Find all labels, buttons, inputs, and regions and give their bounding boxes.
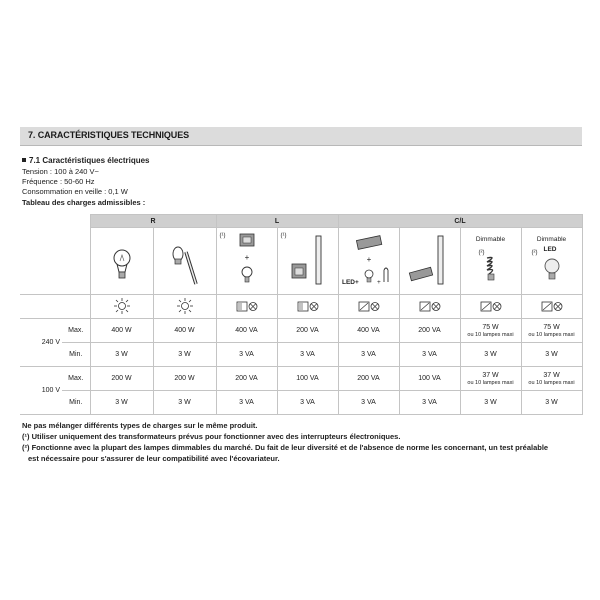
electronic-ballast-icon [400,228,461,294]
value-cell [153,343,216,367]
inductive-symbol-icon [278,295,339,318]
capacitive-symbol-icon [461,295,522,318]
subsection-title-text: 7.1 Caractéristiques électriques [29,156,150,165]
value-cell [277,391,338,415]
inductive-symbol-cell [277,295,338,319]
value-sub: ou 10 lampes maxi [467,379,514,386]
spec-veille: Consommation en veille : 0,1 W [22,187,128,196]
inductive-symbol-icon [217,295,278,318]
subsection-title [22,156,150,165]
value-main: 200 W [111,375,132,382]
value-cell [90,319,153,343]
value-cell [521,367,582,391]
value-main: 100 VA [296,375,319,382]
value-main: 3 VA [361,399,376,406]
value-main: 400 W [111,327,132,334]
value-main: 400 VA [235,327,258,334]
led-plus-label: LED+ [341,279,359,286]
value-main: 200 W [174,375,195,382]
group-r: R [90,215,216,228]
inductive-symbol-cell [216,295,277,319]
sun-symbol-icon [91,295,154,318]
capacitive-symbol-icon [400,295,461,318]
group-cl: C/L [338,215,582,228]
value-main: 3 W [178,351,191,358]
value-main: 3 VA [422,351,437,358]
value-cell [277,343,338,367]
value-sub: ou 10 lampes maxi [528,379,575,386]
note-tag: (¹) [219,233,226,239]
row-label: Max. [62,319,90,343]
table-row [20,391,582,415]
value-main: 3 W [484,351,497,358]
value-cell [521,391,582,415]
value-sub: ou 10 lampes maxi [467,331,514,338]
electronic-transformer-cell [338,228,399,295]
resistive-symbol-cell [90,295,153,319]
sun-symbol-icon [154,295,217,318]
value-main: 3 W [115,351,128,358]
value-main: 3 VA [422,399,437,406]
value-cell [277,367,338,391]
value-cell [399,391,460,415]
value-cell [460,367,521,391]
value-cell [216,319,277,343]
value-main: 3 W [545,351,558,358]
electronic-ballast-cell [399,228,460,295]
symbol-row [20,295,582,319]
value-main: 3 W [545,399,558,406]
value-main: 200 VA [357,375,380,382]
electronic-transformer-icon [339,228,400,294]
spec-tableau: Tableau des charges admissibles : [22,198,146,207]
value-cell [399,343,460,367]
note-tag: (²) [478,250,485,256]
capacitive-symbol-icon [522,295,583,318]
value-main: 100 VA [418,375,441,382]
value-cell [521,343,582,367]
incandescent-bulb-cell [90,228,153,295]
section-title: 7. CARACTÉRISTIQUES TECHNIQUES [28,130,190,140]
value-main: 3 W [484,399,497,406]
incandescent-bulb-icon [91,228,154,294]
value-cell [90,391,153,415]
value-main: 3 VA [239,399,254,406]
plus-sign: + [244,253,249,262]
table-row [20,319,582,343]
capacitive-symbol-cell [399,295,460,319]
value-main: 37 W [543,371,560,379]
value-main: 200 VA [296,327,319,334]
value-main: 3 VA [361,351,376,358]
value-cell [153,391,216,415]
capacitive-symbol-cell [338,295,399,319]
group-l: L [216,215,338,228]
value-cell [460,343,521,367]
image-row [20,228,582,295]
value-cell [153,319,216,343]
group-header-row [20,215,582,228]
transformer-icon [217,228,278,294]
square-bullet-icon [22,158,26,162]
value-cell [338,319,399,343]
resistive-symbol-cell [153,295,216,319]
value-cell [399,367,460,391]
footnotes [22,420,582,464]
value-cell [338,367,399,391]
table-row [20,343,582,367]
value-main: 3 VA [239,351,254,358]
capacitive-symbol-cell [460,295,521,319]
plus-sign: + [376,279,381,286]
value-cell [153,367,216,391]
halogen-lamp-cell [153,228,216,295]
value-cell [399,319,460,343]
spec-frequence: Fréquence : 50-60 Hz [22,177,95,186]
footnote: (²) Fonctionne avec la plupart des lampes dimmables du marché. Du fait de leur diversité et de l'absence de norme les concernant, un test préalable [22,443,549,452]
voltage-label: 240 V [20,319,62,367]
value-cell [460,319,521,343]
table-row [20,367,582,391]
value-main: 75 W [543,323,560,331]
value-cell [338,391,399,415]
note-tag: (¹) [280,233,287,239]
fluorescent-ballast-icon [278,228,339,294]
value-cell [338,343,399,367]
value-main: 200 VA [418,327,441,334]
dimmable-led-cell [521,228,582,295]
row-label: Min. [62,343,90,367]
fluorescent-tube-cell [277,228,338,295]
row-label: Max. [62,367,90,391]
value-main: 400 W [174,327,195,334]
value-cell [216,391,277,415]
note-tag: (²) [531,250,538,256]
dimmable-label: Dimmable [536,236,567,243]
voltage-label: 100 V [20,367,62,415]
value-cell [90,343,153,367]
dimmable-label: Dimmable [475,236,506,243]
halogen-lamp-icon [154,228,217,294]
led-label: LED [543,246,557,253]
value-main: 400 VA [357,327,380,334]
value-main: 75 W [482,323,499,331]
blank-cell [20,228,90,295]
capacitive-symbol-icon [339,295,400,318]
section-header [20,127,582,146]
row-label: Min. [62,391,90,415]
value-main: 3 VA [300,399,315,406]
capacitive-symbol-cell [521,295,582,319]
value-cell [216,367,277,391]
footnote: (¹) Utiliser uniquement des transformateurs prévus pour fonctionner avec des interrupteurs électroniques. [22,432,401,441]
ferromagnetic-transformer-cell [216,228,277,295]
value-main: 3 W [115,399,128,406]
value-cell [90,367,153,391]
value-main: 3 VA [300,351,315,358]
value-cell [460,391,521,415]
value-sub: ou 10 lampes maxi [528,331,575,338]
plus-sign: + [366,255,371,264]
spec-tension: Tension : 100 à 240 V~ [22,167,99,176]
value-main: 37 W [482,371,499,379]
value-cell [521,319,582,343]
footnote: est nécessaire pour s'assurer de leur compatibilité avec l'écovariateur. [28,454,280,463]
value-cell [216,343,277,367]
value-main: 200 VA [235,375,258,382]
blank-cell [20,215,90,228]
blank-cell [20,295,90,319]
loads-table [20,214,583,415]
dimmable-cfl-cell [460,228,521,295]
value-cell [277,319,338,343]
value-main: 3 W [178,399,191,406]
footnote: Ne pas mélanger différents types de charges sur le même produit. [22,421,258,430]
